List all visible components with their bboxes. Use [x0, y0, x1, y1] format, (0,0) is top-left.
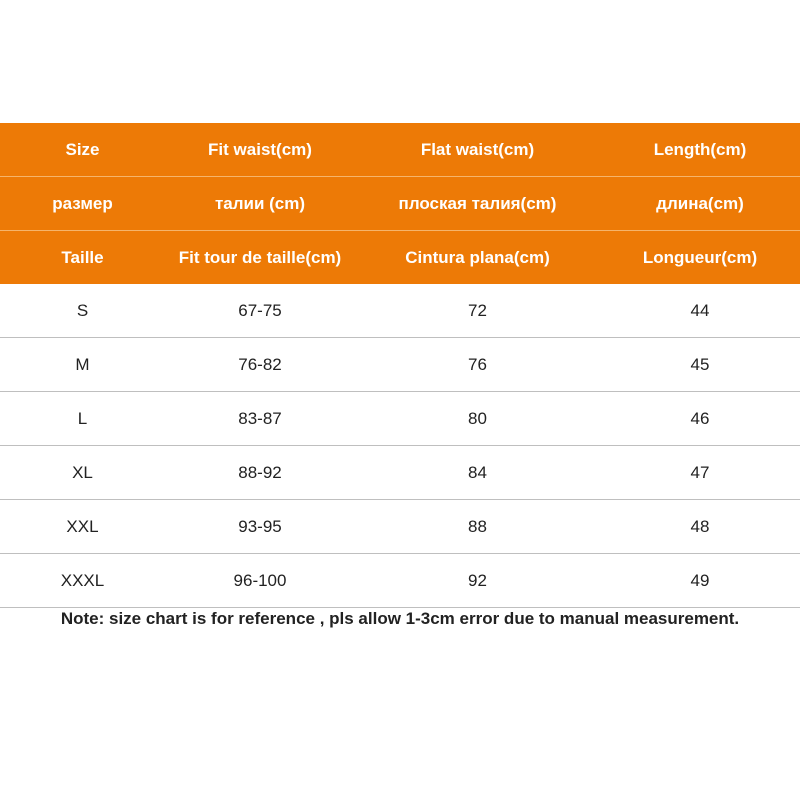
- flat-waist-cell: 76: [468, 354, 487, 374]
- header-fit-waist: Fit waist(cm): [208, 139, 312, 159]
- header-length: Longueur(cm): [642, 247, 758, 267]
- fit-waist-cell: 76-82: [238, 354, 282, 374]
- size-cell: XXL: [66, 516, 99, 536]
- size-cell: S: [76, 300, 89, 320]
- flat-waist-cell: 80: [468, 408, 487, 428]
- flat-waist-cell: 92: [468, 570, 487, 590]
- table-row: [0, 554, 800, 608]
- header-flat-waist: Cintura plana(cm): [405, 247, 550, 267]
- length-cell: 48: [690, 516, 710, 536]
- size-cell: L: [77, 408, 88, 428]
- header-length: длина(cm): [656, 193, 744, 213]
- length-cell: 49: [690, 570, 710, 590]
- header-row-french: [0, 230, 800, 284]
- flat-waist-cell: 72: [468, 300, 487, 320]
- size-cell: XXXL: [60, 570, 105, 590]
- flat-waist-cell: 84: [468, 462, 487, 482]
- header-row-russian: [0, 176, 800, 230]
- flat-waist-cell: 88: [468, 516, 487, 536]
- header-length: Length(cm): [653, 139, 747, 159]
- header-flat-waist: Flat waist(cm): [420, 139, 535, 159]
- size-chart-table: [0, 123, 800, 608]
- table-row: [0, 338, 800, 392]
- header-fit-waist: Fit tour de taille(cm): [178, 247, 342, 267]
- fit-waist-cell: 88-92: [238, 462, 282, 482]
- table-row: [0, 392, 800, 446]
- header-size: Taille: [61, 247, 104, 267]
- fit-waist-cell: 93-95: [238, 516, 282, 536]
- table-row: [0, 446, 800, 500]
- length-cell: 44: [690, 300, 710, 320]
- length-cell: 45: [690, 354, 710, 374]
- table-row: [0, 500, 800, 554]
- size-cell: M: [75, 354, 90, 374]
- header-fit-waist: талии (cm): [214, 193, 306, 213]
- length-cell: 46: [690, 408, 710, 428]
- fit-waist-cell: 96-100: [233, 570, 287, 590]
- fit-waist-cell: 83-87: [238, 408, 282, 428]
- header-size: размер: [52, 193, 113, 213]
- table-row: [0, 284, 800, 338]
- header-size: Size: [65, 139, 100, 159]
- size-cell: XL: [72, 462, 93, 482]
- length-cell: 47: [690, 462, 710, 482]
- measurement-note: Note: size chart is for reference , pls allow 1-3cm error due to manual measurement.: [60, 609, 740, 628]
- fit-waist-cell: 67-75: [238, 300, 282, 320]
- header-flat-waist: плоская талия(cm): [398, 193, 557, 213]
- header-row-english: [0, 123, 800, 176]
